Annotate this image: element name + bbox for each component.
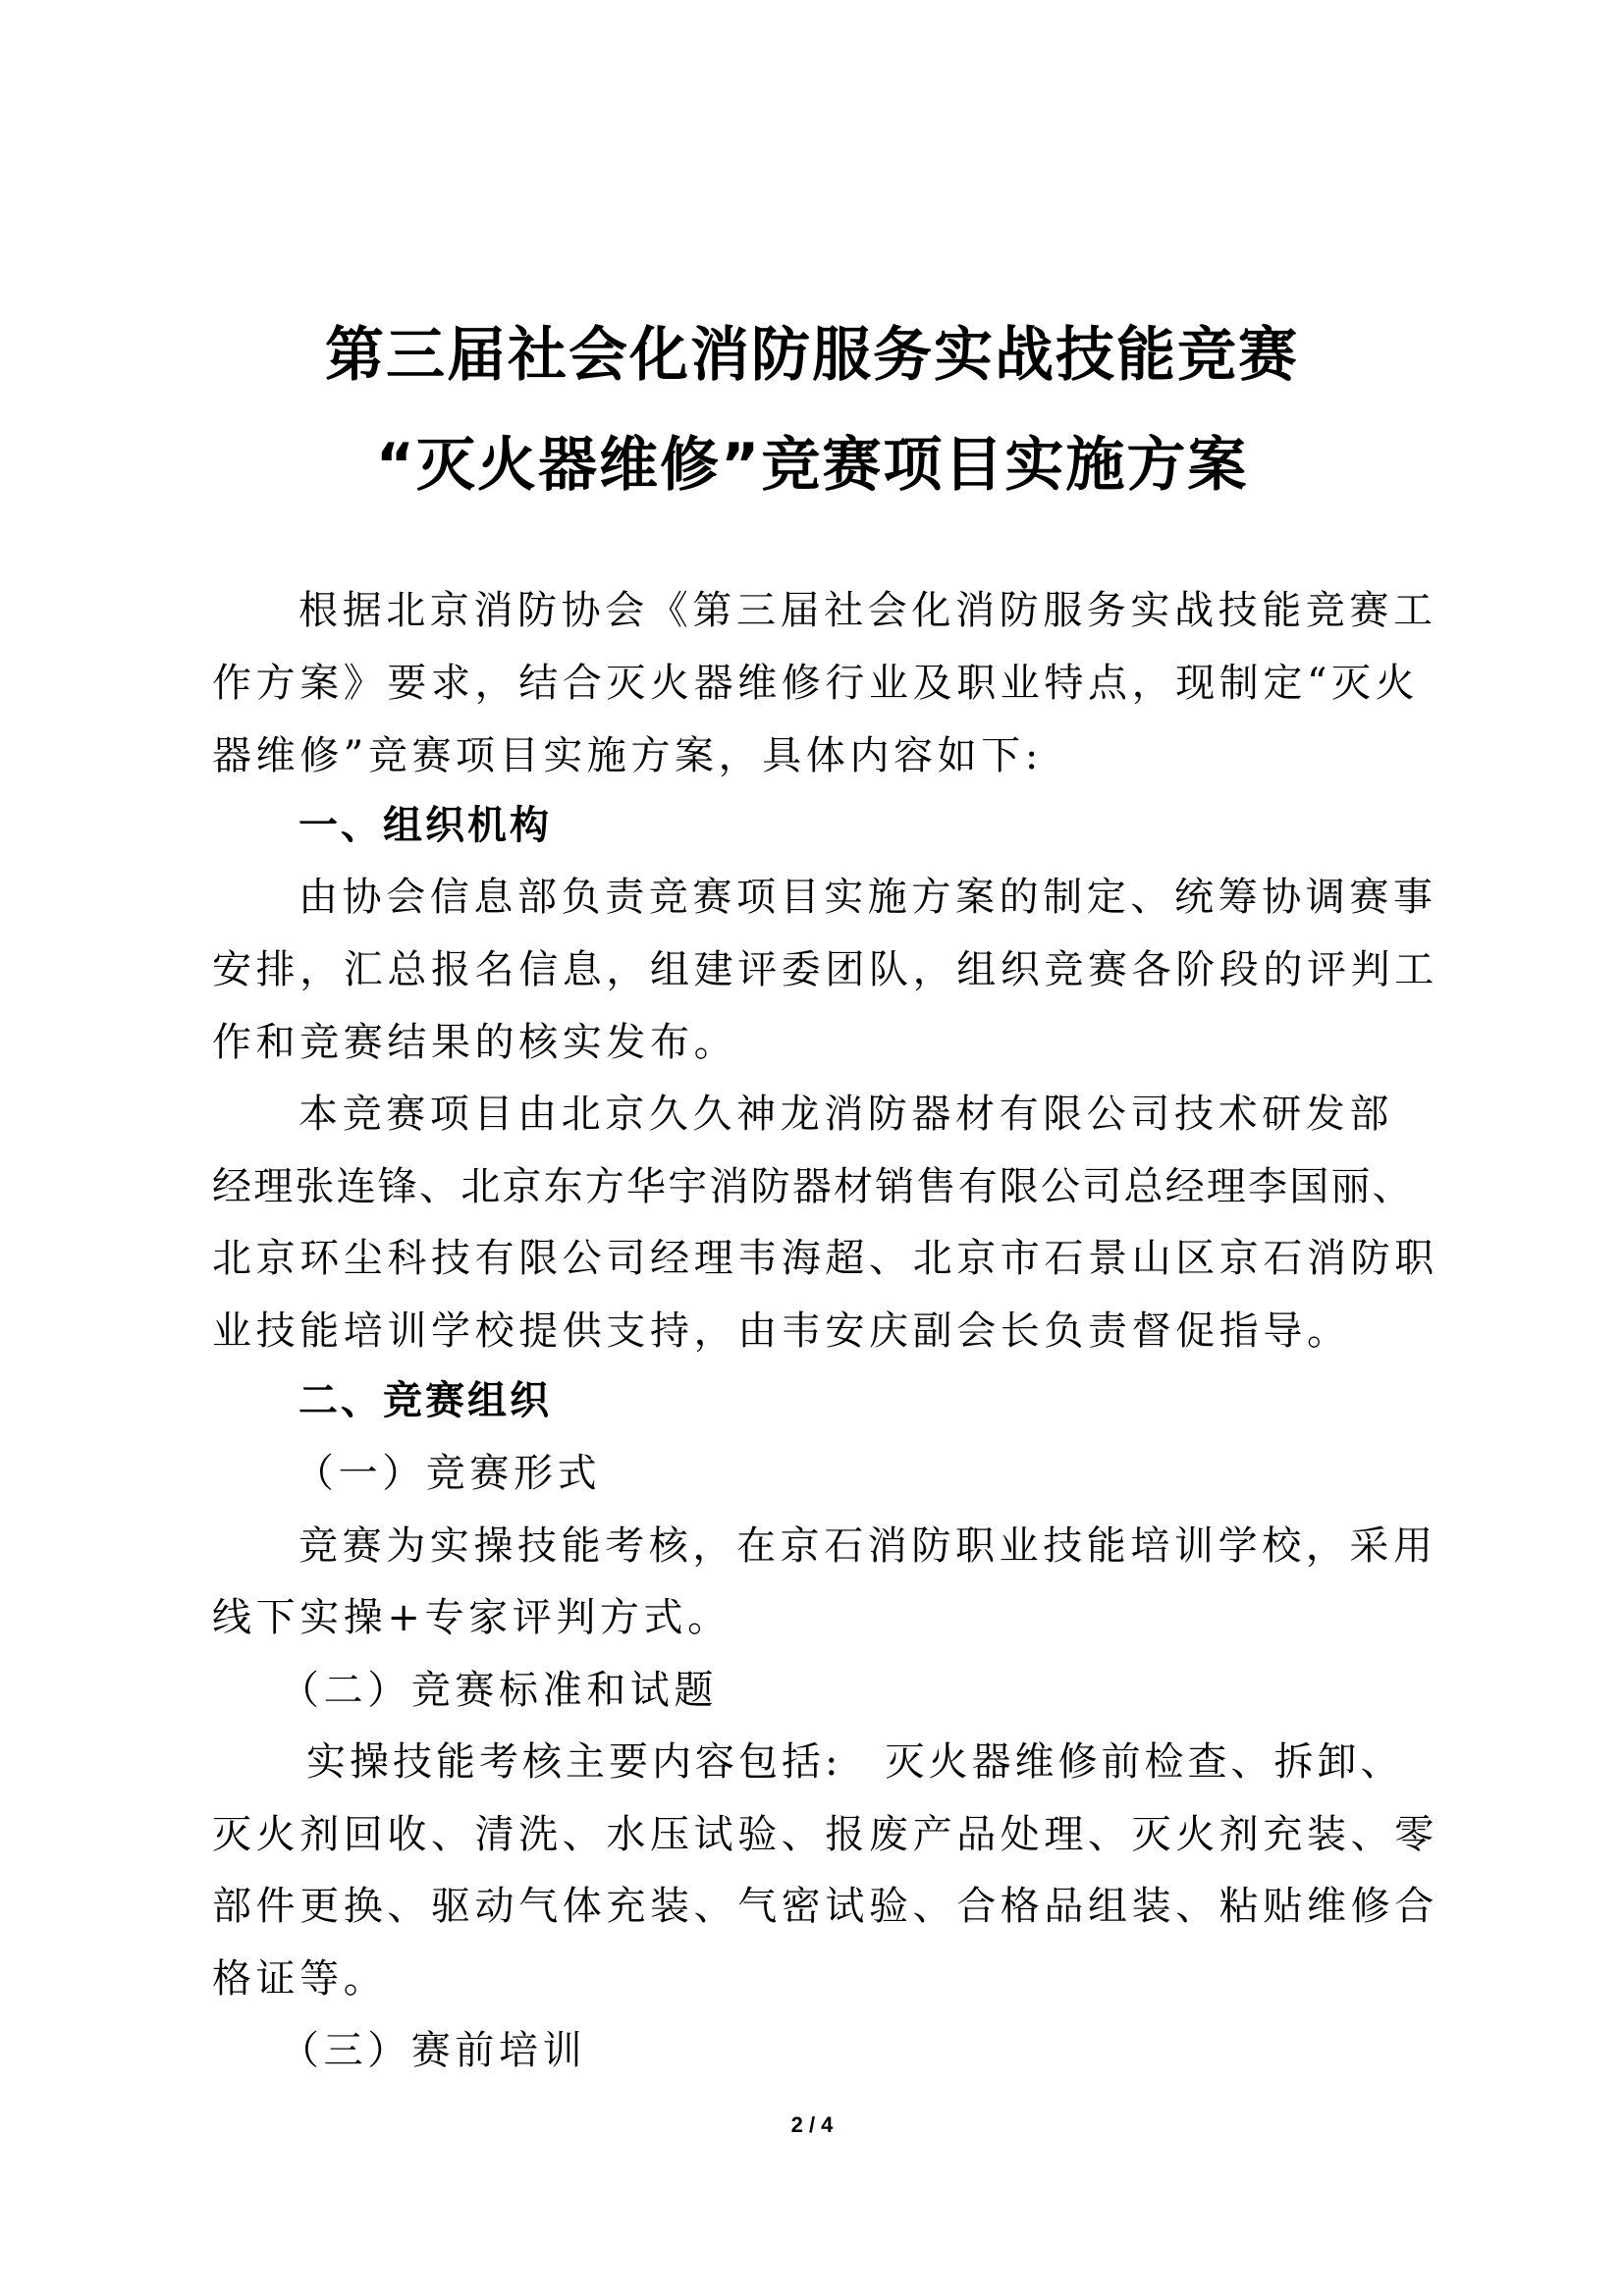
text-line: 根据北京消防协会《第三届社会化消防服务实战技能竞赛工 [298,588,1437,633]
text-line: 部件更换、驱动气体充装、气密试验、合格品组装、粘贴维修合 [212,1884,1438,1929]
text-line: 本竞赛项目由北京久久神龙消防器材有限公司技术研发部 [298,1092,1393,1137]
document-title-line-2: “灭火器维修”竞赛项目实施方案 [375,431,1249,500]
text-line: 线下实操+专家评判方式。 [212,1595,731,1640]
section-heading-organization: 一、组织机构 [298,803,552,848]
text-line: 实操技能考核主要内容包括: 灭火器维修前检查、拆卸、 [306,1739,1404,1785]
subsection-heading-training: （三）赛前培训 [280,2028,587,2073]
text-line: 北京环尘科技有限公司经理韦海超、北京市石景山区京石消防职 [212,1236,1438,1281]
page-number: 2 / 4 [790,2112,834,2137]
text-line: 竞赛为实操技能考核，在京石消防职业技能培训学校，采用 [298,1523,1437,1569]
text-line: 灭火剂回收、清洗、水压试验、报废产品处理、灭火剂充装、零 [212,1812,1438,1857]
section-heading-competition-organization: 二、竞赛组织 [298,1378,552,1423]
subsection-heading-standards: （二）竞赛标准和试题 [280,1668,718,1713]
text-line: 安排，汇总报名信息，组建评委团队，组织竞赛各阶段的评判工 [212,947,1438,992]
text-line: 业技能培训学校提供支持，由韦安庆副会长负责督促指导。 [212,1308,1351,1354]
text-line: 由协会信息部负责竞赛项目实施方案的制定、统筹协调赛事 [298,875,1437,920]
text-line: 经理张连锋、北京东方华宇消防器材销售有限公司总经理李国丽、 [212,1164,1414,1209]
text-line: 器维修”竞赛项目实施方案，具体内容如下: [212,733,1043,778]
document-title-line-1: 第三届社会化消防服务实战技能竞赛 [325,321,1299,390]
text-line: 作和竞赛结果的核实发布。 [212,1020,738,1065]
text-line: 作方案》要求，结合灭火器维修行业及职业特点，现制定“灭火 [212,661,1420,706]
subsection-heading-format: （一）竞赛形式 [295,1451,602,1496]
text-line: 格证等。 [212,1956,388,2002]
